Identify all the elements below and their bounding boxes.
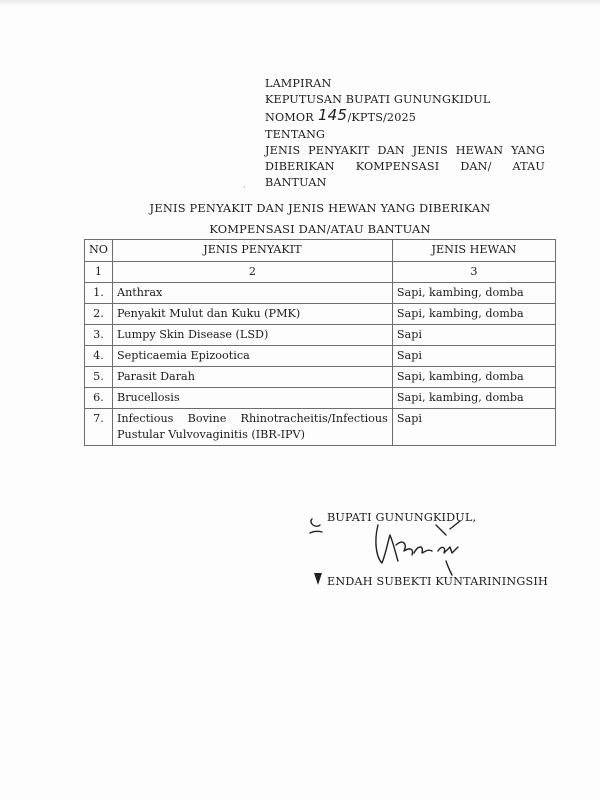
disease-table: [84, 239, 556, 446]
disease-name: Lumpy Skin Disease (LSD): [112, 325, 392, 346]
subject-line-3: BANTUAN: [265, 176, 327, 190]
row-number: 2.: [85, 304, 113, 325]
animal-types: Sapi, kambing, domba: [392, 367, 555, 388]
row-number: 1.: [85, 283, 113, 304]
decree-title: KEPUTUSAN BUPATI GUNUNGKIDUL: [265, 93, 491, 107]
table-header-row: [85, 240, 556, 262]
heading-line-1: JENIS PENYAKIT DAN JENIS HEWAN YANG DIBERIKAN: [149, 201, 491, 215]
table-row: [85, 325, 556, 346]
disease-name: Septicaemia Epizootica: [112, 346, 392, 367]
decree-number-prefix: NOMOR: [265, 111, 314, 125]
appendix-header: [265, 76, 545, 191]
appendix-label: LAMPIRAN: [265, 77, 332, 90]
disease-name: Anthrax: [112, 283, 392, 304]
signer-name: ENDAH SUBEKTI KUNTARININGSIH: [327, 575, 548, 588]
animal-types: Sapi: [392, 325, 555, 346]
row-number: 4.: [85, 346, 113, 367]
table-index-row: [85, 262, 556, 283]
animal-types: Sapi: [392, 409, 555, 446]
signer-position: BUPATI GUNUNGKIDUL,: [327, 511, 477, 524]
heading-line-2: KOMPENSASI DAN/ATAU BANTUAN: [209, 222, 431, 236]
row-number: 7.: [85, 409, 113, 446]
subject-line-1: JENIS PENYAKIT DAN JENIS HEWAN YANG: [265, 143, 545, 157]
header-animal: JENIS HEWAN: [392, 240, 555, 262]
disease-name: Infectious Bovine Rhinotracheitis/Infectious Pustular Vulvovaginitis (IBR-IPV): [112, 409, 392, 446]
pen-mark-icon: [312, 571, 324, 587]
table-row: [85, 409, 556, 446]
row-number: 5.: [85, 367, 113, 388]
row-number: 3.: [85, 325, 113, 346]
disease-name: Brucellosis: [112, 388, 392, 409]
scan-edge: [0, 0, 600, 6]
signature-block: [300, 505, 590, 605]
animal-types: Sapi, kambing, domba: [392, 304, 555, 325]
animal-types: Sapi: [392, 346, 555, 367]
disease-name: Parasit Darah: [112, 367, 392, 388]
table-row: [85, 283, 556, 304]
about-label: TENTANG: [265, 127, 326, 141]
index-cell: 3: [392, 262, 555, 283]
subject-line-2: DIBERIKAN KOMPENSASI DAN/ ATAU: [265, 160, 545, 174]
row-number: 6.: [85, 388, 113, 409]
index-cell: 1: [85, 262, 113, 283]
disease-name: Penyakit Mulut dan Kuku (PMK): [112, 304, 392, 325]
table-row: [85, 388, 556, 409]
decree-number-handwritten: 145: [317, 106, 348, 125]
header-disease: JENIS PENYAKIT: [112, 240, 392, 262]
table-row: [85, 367, 556, 388]
table-row: [85, 304, 556, 325]
decree-number: [265, 108, 545, 126]
scan-speck: ·: [243, 183, 246, 192]
table-row: [85, 346, 556, 367]
decree-number-suffix: /KPTS/2025: [347, 111, 417, 125]
document-heading: [84, 198, 556, 240]
index-cell: 2: [112, 262, 392, 283]
animal-types: Sapi, kambing, domba: [392, 388, 555, 409]
header-no: NO: [85, 240, 113, 262]
animal-types: Sapi, kambing, domba: [392, 283, 555, 304]
